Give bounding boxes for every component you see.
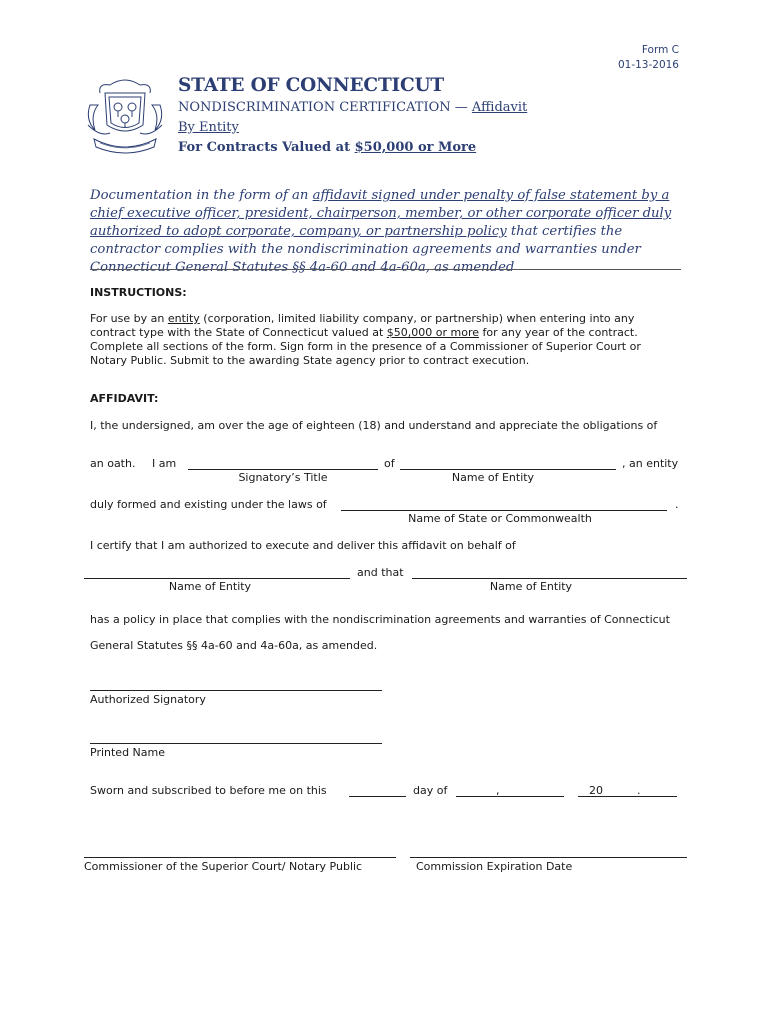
entity-name-field-3[interactable] [412, 578, 687, 579]
policy-line2: General Statutes §§ 4a-60 and 4a-60a, as amended. [90, 639, 378, 652]
form-code: Form C [641, 44, 679, 56]
form-date: 01-13-2016 [617, 59, 679, 71]
instr-amount: $50,000 or more [386, 326, 480, 339]
instructions-heading: INSTRUCTIONS: [90, 286, 187, 299]
instr-p1: For use by an [90, 312, 168, 325]
certify-text: I certify that I am authorized to execute and deliver this affidavit on behalf of [90, 539, 516, 552]
sworn-text: Sworn and subscribed to before me on this [90, 784, 327, 797]
commissioner-caption: Commissioner of the Superior Court/ Notary Public [84, 860, 363, 873]
description-part3: that certifies the contractor complies with the nondiscrimination agreements and warranties under Connecticut General Statutes §§ 4a-60 and 4a-60a, as amended [90, 224, 641, 275]
signatory-title-field[interactable] [188, 469, 378, 470]
an-oath-text: an oath. [90, 457, 136, 470]
affidavit-line1: I, the undersigned, am over the age of eighteen (18) and understand and appreciate the obligations of [90, 419, 658, 432]
duly-formed-text: duly formed and existing under the laws of [90, 498, 327, 511]
description-part1: Documentation in the form of an [90, 188, 313, 203]
day-field[interactable] [349, 796, 406, 797]
entity-name-field-2[interactable] [84, 578, 350, 579]
i-am-text: I am [152, 457, 177, 470]
instr-p3: for any year of the contract. Complete all sections of the form. Sign form in the presence of a Commissioner of Superior Court or Notary Public. Submit to the awarding State agency prior to contract execution. [90, 326, 641, 367]
contracts-threshold [178, 140, 476, 155]
authorized-signatory-field[interactable] [90, 690, 382, 691]
description-paragraph [90, 187, 690, 277]
instructions-paragraph [90, 312, 675, 368]
entity-name-caption: Name of Entity [451, 471, 535, 484]
day-of-text: day of [413, 784, 448, 797]
instr-p2: (corporation, limited liability company, or partnership) when entering into any contract type with the State of Connecticut valued at [90, 312, 635, 339]
printed-name-caption: Printed Name [90, 746, 166, 759]
subtitle-affidavit: Affidavit [471, 100, 528, 115]
month-comma: , [496, 784, 500, 797]
commission-expiration-field[interactable] [410, 857, 687, 858]
description-part2: affidavit signed under penalty of false statement by a chief executive officer, president, chairperson, member, or other corporate officer duly authorized to adopt corporate, company, or partnership policy [90, 188, 672, 239]
an-entity-text: , an entity [622, 457, 679, 470]
entity-name-field[interactable] [400, 469, 616, 470]
contracts-prefix: For Contracts Valued at [178, 140, 355, 155]
state-period: . [675, 498, 679, 511]
printed-name-field[interactable] [90, 743, 382, 744]
instr-entity: entity [167, 312, 200, 325]
state-seal-icon [80, 75, 170, 157]
state-field[interactable] [341, 510, 667, 511]
signatory-title-caption: Signatory’s Title [238, 471, 328, 484]
contracts-amount: $50,000 or More [354, 140, 477, 155]
entity-name-caption-2: Name of Entity [168, 580, 252, 593]
authorized-signatory-caption: Authorized Signatory [90, 693, 206, 706]
commission-expiration-caption: Commission Expiration Date [416, 860, 573, 873]
month-field[interactable] [456, 796, 564, 797]
page-subtitle [178, 100, 527, 115]
affidavit-heading: AFFIDAVIT: [90, 392, 159, 405]
and-that-text: and that [357, 566, 404, 579]
year-period: . [637, 784, 641, 797]
subtitle-prefix: NONDISCRIMINATION CERTIFICATION — [178, 100, 472, 115]
commissioner-signature-field[interactable] [84, 857, 396, 858]
policy-line1: has a policy in place that complies with the nondiscrimination agreements and warranties of Connecticut [90, 613, 670, 626]
form-code-block [618, 43, 679, 73]
state-caption: Name of State or Commonwealth [408, 512, 592, 525]
by-entity-label: By Entity [178, 120, 239, 135]
entity-name-caption-3: Name of Entity [489, 580, 573, 593]
page-title: STATE OF CONNECTICUT [178, 75, 444, 96]
of-text: of [384, 457, 395, 470]
divider [90, 269, 681, 270]
year-prefix: 20 [589, 784, 603, 797]
